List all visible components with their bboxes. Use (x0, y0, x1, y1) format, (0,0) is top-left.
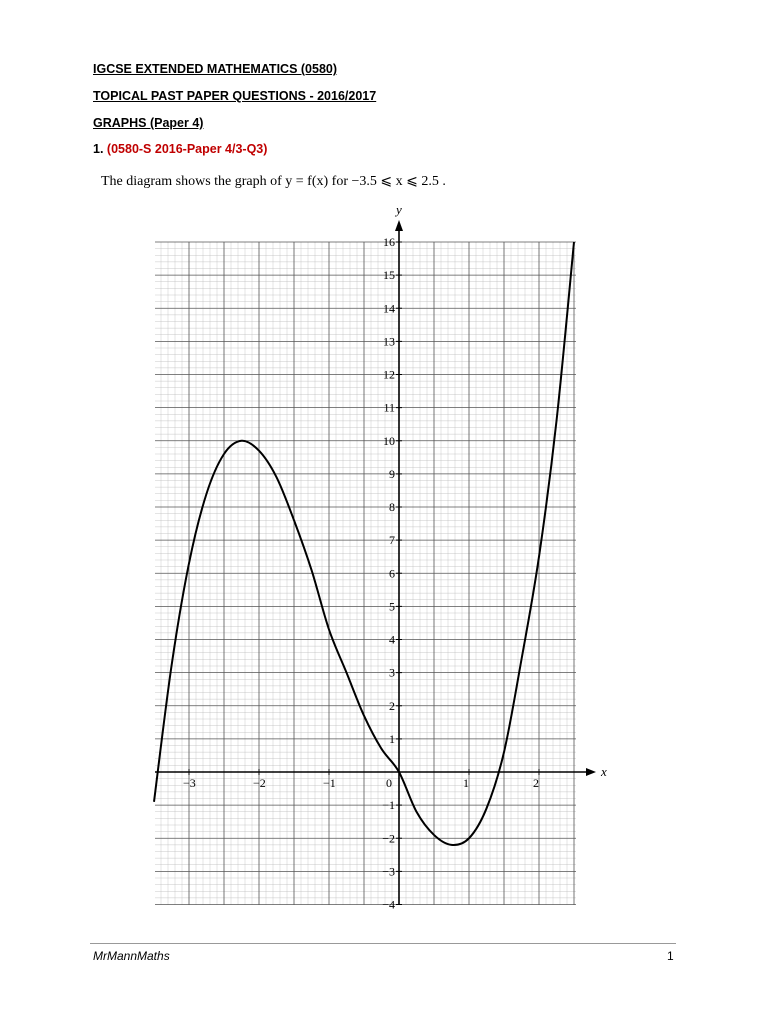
question-number: 1. (93, 142, 104, 156)
x-tick-label: 0 (386, 776, 392, 790)
y-tick-label: 11 (383, 400, 395, 415)
y-tick-label: 5 (389, 599, 395, 614)
y-axis-arrow (395, 220, 403, 231)
x-tick-label: −2 (253, 776, 266, 790)
axes (155, 220, 596, 905)
page-number: 1 (667, 949, 674, 963)
y-tick-label: 6 (389, 566, 395, 581)
grid-major (155, 242, 576, 905)
y-axis-label: y (396, 202, 402, 217)
y-tick-label: −2 (382, 831, 395, 846)
x-tick-label: −1 (323, 776, 336, 790)
y-tick-label: −3 (382, 864, 395, 879)
question-intro: The diagram shows the graph of y = f(x) for −3.5 ⩽ x ⩽ 2.5 . (101, 174, 446, 189)
y-tick-label: 3 (389, 665, 395, 680)
footer-divider (90, 943, 676, 944)
y-tick-label: 12 (383, 367, 395, 382)
y-tick-label: 1 (389, 731, 395, 746)
y-tick-label: 16 (383, 235, 395, 249)
y-tick-label: 15 (383, 268, 395, 283)
y-tick-label: −1 (382, 798, 395, 813)
y-tick-label: 2 (389, 698, 395, 713)
y-tick-label: 8 (389, 500, 395, 514)
x-axis-label: x (601, 764, 607, 779)
document-title: IGCSE EXTENDED MATHEMATICS (0580) (93, 62, 338, 76)
y-tick-label: 14 (383, 301, 395, 316)
footer-author: MrMannMaths (93, 949, 170, 963)
document-subtitle: TOPICAL PAST PAPER QUESTIONS - 2016/2017 (93, 89, 377, 103)
x-tick-label: −3 (183, 776, 196, 790)
question-reference: (0580-S 2016-Paper 4/3-Q3) (106, 142, 268, 156)
y-tick-label: 10 (383, 433, 395, 448)
x-axis-arrow (586, 768, 596, 776)
x-tick-label: 1 (463, 776, 469, 790)
y-tick-label: −4 (382, 897, 395, 912)
section-heading: GRAPHS (Paper 4) (93, 116, 204, 130)
y-tick-label: 7 (389, 533, 395, 548)
y-tick-label: 9 (389, 466, 395, 481)
x-tick-label: 2 (533, 776, 539, 790)
y-tick-label: 4 (389, 632, 395, 647)
y-tick-label: 13 (383, 334, 395, 349)
